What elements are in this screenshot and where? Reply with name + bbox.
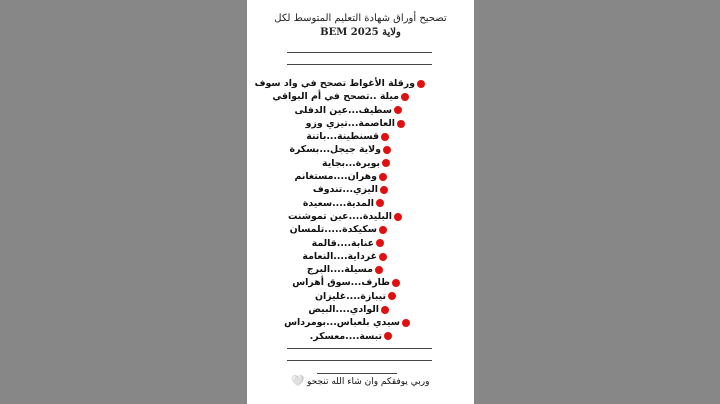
list-item — [247, 330, 474, 343]
list-item-label: سيدي بلعباس...بومرداس — [284, 317, 400, 329]
divider-bottom-2 — [287, 360, 432, 361]
list-item-label: تبسة....معسكر. — [309, 330, 382, 342]
list-item-label: ولاية جيجل...بسكرة — [289, 144, 381, 156]
list-item — [247, 77, 474, 90]
list-item — [247, 104, 474, 117]
list-item — [247, 250, 474, 263]
list-item-label: سكيكدة.....تلمسان — [289, 224, 377, 236]
wilaya-list — [247, 77, 474, 343]
list-item — [247, 130, 474, 143]
list-item-label: ميلة ..تصحح في أم البواقي — [272, 91, 399, 103]
list-item — [247, 316, 474, 329]
red-circle-icon — [381, 306, 389, 314]
white-heart-icon: 🤍 — [291, 376, 304, 387]
list-item-label: تيبازة....غليزان — [315, 290, 386, 302]
list-item — [247, 263, 474, 276]
list-item-label: وهران....مستغانم — [294, 171, 377, 183]
list-item-label: العاصمة...تيزي وزو — [305, 117, 395, 129]
document-page — [247, 0, 474, 404]
title-line-1: تصحيح أوراق شهادة التعليم المتوسط لكل — [274, 13, 447, 24]
red-circle-icon — [402, 319, 410, 327]
red-circle-icon — [417, 80, 425, 88]
red-circle-icon — [380, 186, 388, 194]
list-item-label: الوادي....البيض — [308, 304, 379, 316]
divider-short — [317, 373, 397, 374]
list-item-label: طارف...سوق أهراس — [292, 277, 390, 289]
red-circle-icon — [397, 120, 405, 128]
red-circle-icon — [383, 146, 391, 154]
red-circle-icon — [376, 199, 384, 207]
red-circle-icon — [379, 173, 387, 181]
list-item — [247, 303, 474, 316]
list-item-label: بويرة...بجاية — [322, 157, 380, 169]
list-item — [247, 170, 474, 183]
footer-text: وربي يوفقكم وان شاء الله تنجحو — [306, 377, 430, 387]
list-item-label: سطيف...عين الدفلى — [294, 104, 392, 116]
list-item-label: المدية....سعيدة — [302, 197, 374, 209]
list-item — [247, 183, 474, 196]
list-item — [247, 290, 474, 303]
list-item — [247, 223, 474, 236]
list-item-label: عنابة....قالمة — [311, 237, 374, 249]
red-circle-icon — [394, 106, 402, 114]
list-item-label: غرداية....النعامة — [302, 250, 377, 262]
list-item — [247, 237, 474, 250]
red-circle-icon — [401, 93, 409, 101]
footer-wish — [247, 376, 474, 387]
list-item-label: البليدة....عين تموشنت — [288, 210, 392, 222]
page-title — [255, 12, 466, 40]
list-item — [247, 276, 474, 289]
list-item — [247, 210, 474, 223]
list-item — [247, 90, 474, 103]
list-item-label: ورقلة الأغواط تصحح في واد سوف — [254, 78, 415, 89]
red-circle-icon — [376, 239, 384, 247]
list-item — [247, 197, 474, 210]
list-item-label: مسيلة....البرج — [306, 264, 373, 276]
divider-bottom-1 — [287, 348, 432, 349]
red-circle-icon — [379, 253, 387, 261]
list-item-label: اليزي...تندوف — [312, 184, 378, 196]
red-circle-icon — [382, 159, 390, 167]
red-circle-icon — [394, 213, 402, 221]
list-item-label: قسنطينة...باتنة — [306, 131, 379, 143]
list-item — [247, 157, 474, 170]
divider-top-1 — [287, 52, 432, 53]
red-circle-icon — [392, 279, 400, 287]
divider-top-2 — [287, 64, 432, 65]
red-circle-icon — [381, 133, 389, 141]
title-line-2: ولاية BEM 2025 — [320, 27, 401, 38]
list-item — [247, 143, 474, 156]
red-circle-icon — [388, 292, 396, 300]
list-item — [247, 117, 474, 130]
red-circle-icon — [379, 226, 387, 234]
red-circle-icon — [384, 332, 392, 340]
red-circle-icon — [375, 266, 383, 274]
